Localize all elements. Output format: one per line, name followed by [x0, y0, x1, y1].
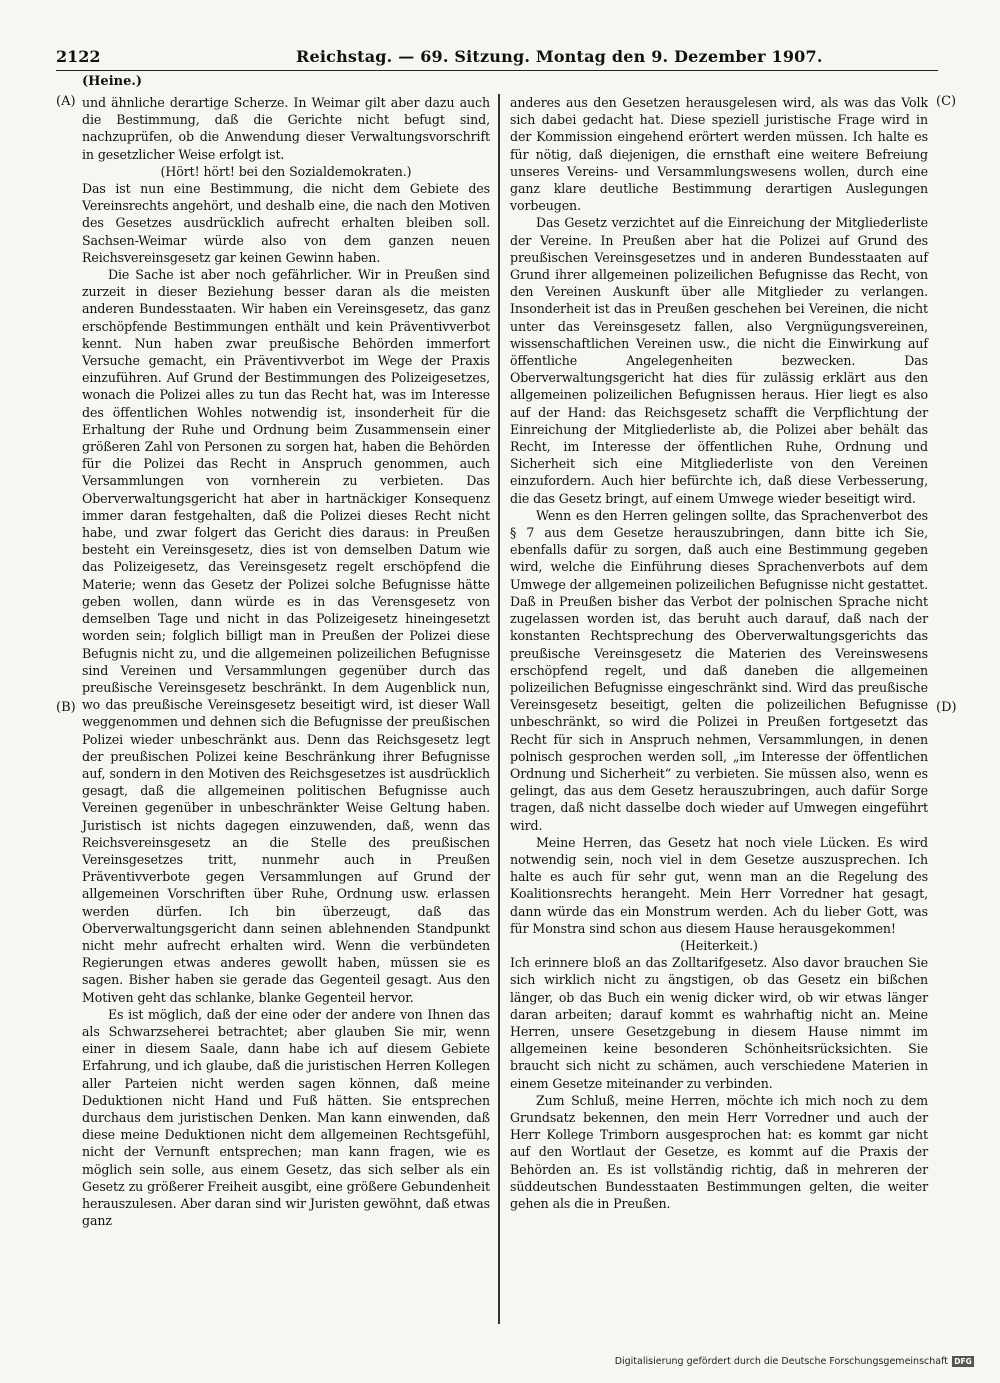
margin-marker-a: (A) — [56, 94, 76, 109]
page-header — [56, 46, 938, 71]
speaker-label: (Heine.) — [82, 74, 143, 89]
interjection: (Heiterkeit.) — [680, 937, 758, 953]
credit-text: Digitalisierung gefördert durch die Deutsche Forschungsgemeinschaft — [614, 1356, 948, 1367]
paragraph: Zum Schluß, meine Herren, möchte ich mich noch zu dem Grundsatz bekennen, den mein Herr Vorredner und auch der Herr Kollege Trimborn ausgesprochen hat: es kommt gar nicht auf den Wortlaut der Gesetze, es kommt auf die Praxis der Behörden an. Es ist vollständig richtig, daß in mehreren der süddeutschen Bundesstaaten Bestimmungen gelten, die weiter gehen als die in Preußen. — [510, 1092, 928, 1211]
paragraph: Die Sache ist aber noch gefährlicher. Wir in Preußen sind zurzeit in dieser Beziehung besser daran als die meisten anderen Bundesstaaten. Wir haben ein Vereinsgesetz, das ganz erschöpfende Bestimmungen enthält und kein Präventivverbot kennt. Nun haben zwar preußische Behörden immerfort Versuche gemacht, ein Präventivverbot im Wege der Praxis einzuführen. Auf Grund der Bestimmungen des Polizeigesetzes, wonach die Polizei alles zu tun das Recht hat, was im Interesse des öffentlichen Wohles notwendig ist, insonderheit für die Erhaltung der Ruhe und Ordnung beim Zusammensein einer größeren Zahl von Personen zu sorgen hat, haben die Behörden für die Polizei das Recht in Anspruch genommen, auch Versammlungen von vornherein zu verbieten. Das Oberverwaltungsgericht hat aber in hartnäckiger Konsequenz immer daran festgehalten, daß die Polizei dieses Recht nicht habe, und zwar folgert das Gericht dies daraus: in Preußen besteht ein Vereinsgesetz, dies ist von demselben Datum wie das Polizeigesetz, das Vereinsgesetz regelt erschöpfend die Materie; wenn das Gesetz der Polizei solche Befugnisse hätte geben wollen, dann würde es in das Verensgesetz von demselben Tage und nicht in das Polizeigesetz hineingesetzt worden sein; folglich billigt man in Preußen der Polizei diese Befugnis nicht zu, und die allgemeinen polizeilichen Befugnisse sind Vereinen und Versammlungen gegenüber durch das preußische Vereinsgesetz beschränkt. In dem Augenblick nun, wo das preußische Vereinsgesetz beseitigt wird, ist dieser Wall weggenommen und dehnen sich die Befugnisse der preußischen Polizei wieder unbeschränkt aus. Denn das Reichsgesetz legt der preußischen Polizei keine Beschränkung ihrer Befugnisse auf, sondern in den Motiven des Reichsgesetzes ist ausdrücklich gesagt, daß die allgemeinen politischen Befugnisse auch Vereinen gegenüber in unbeschränkter Weise Geltung haben. Juristisch ist nichts dagegen einzuwenden, daß, wenn das Reichsvereinsgesetz an die Stelle des preußischen Vereinsgesetzes tritt, nunmehr auch in Preußen Präventivverbote gegen Versammlungen auf Grund der allgemeinen Vorschriften über Ruhe, Ordnung usw. erlassen werden dürfen. Ich bin überzeugt, daß das Oberverwaltungsgericht dann seinen ablehnenden Standpunkt nicht mehr aufrecht erhalten wird. Wenn die verbündeten Regierungen etwas anderes gewollt haben, müssen sie es sagen. Bisher haben sie gerade das Gegenteil gesagt. Aus den Motiven geht das schlanke, blanke Gegenteil hervor. — [82, 267, 490, 1005]
paragraph: Das ist nun eine Bestimmung, die nicht dem Gebiete des Vereinsrechts angehört, und deshalb eine, die nach den Motiven des Gesetzes ausdrücklich aufrecht erhalten bleiben soll. Sachsen-Weimar würde also von dem ganzen neuen Reichsvereinsgesetz gar keinen Gewinn haben. — [82, 181, 490, 265]
margin-marker-c: (C) — [936, 94, 957, 109]
margin-marker-b: (B) — [56, 700, 76, 715]
paragraph: Es ist möglich, daß der eine oder der andere von Ihnen das als Schwarzseherei betrachtet; aber glauben Sie mir, wenn einer in diesem Saale, dann habe ich auf diesem Gebiete Erfahrung, und ich glaube, daß die juristischen Herren Kollegen aller Parteien nicht werden sagen können, daß meine Deduktionen nicht Hand und Fuß hätten. Sie entsprechen durchaus dem juristischen Denken. Man kann einwenden, daß diese meine Deduktionen nicht dem allgemeinen Rechtsgefühl, nicht der Vernunft entsprechen; man kann fragen, wie es möglich sein solle, aus einem Gesetz, das sich selber als ein Gesetz zu größerer Freiheit ausgibt, eine größere Gebundenheit herauszulesen. Aber daran sind wir Juristen gewöhnt, daß etwas ganz — [82, 1006, 490, 1229]
left-column — [82, 94, 490, 1229]
paragraph: und ähnliche derartige Scherze. In Weimar gilt aber dazu auch die Bestimmung, daß die Gerichte nicht befugt sind, nachzuprüfen, ob die Anwendung dieser Verwaltungsvorschrift in gesetzlicher Weise erfolgt ist. — [82, 95, 490, 162]
column-divider — [498, 94, 500, 1324]
running-head: Reichstag. — 69. Sitzung. Montag den 9. Dezember 1907. — [296, 47, 823, 66]
paragraph: Wenn es den Herren gelingen sollte, das Sprachenverbot des § 7 aus dem Gesetze herauszubringen, dann bitte ich Sie, ebenfalls dafür zu sorgen, daß auch eine Bestimmung gegeben wird, welche die Einführung dieses Sprachenverbots auf dem Umwege der allgemeinen polizeilichen Befugnisse nicht gestattet. Daß in Preußen bisher das Verbot der polnischen Sprache nicht zugelassen worden ist, das beruht auch darauf, daß nach der konstanten Rechtsprechung des Oberverwaltungsgerichts das preußische Vereinsgesetz die Materien des Vereinswesens erschöpfend regelt, und daß daneben die allgemeinen polizeilichen Befugnisse eingeschränkt sind. Wird das preußische Vereinsgesetz beseitigt, gelten die polizeilichen Befugnisse unbeschränkt, so wird die Polizei in Preußen fortgesetzt das Recht für sich in Anspruch nehmen, Versammlungen, in denen polnisch gesprochen werden soll, „im Interesse der öffentlichen Ordnung und Sicherheit“ zu verbieten. Sie müssen also, wenn es gelingt, das aus dem Gesetz herauszubringen, auch dafür Sorge tragen, daß nicht dasselbe doch wieder auf Umwegen eingeführt wird. — [510, 507, 928, 833]
paragraph: Ich erinnere bloß an das Zolltarifgesetz. Also davor brauchen Sie sich wirklich nicht zu ängstigen, ob das Gesetz ein bißchen länger, ob das Buch ein wenig dicker wird, ob wir etwas länger daran arbeiten; darauf kommt es wahrhaftig nicht an. Meine Herren, unsere Gesetzgebung in diesem Hause nimmt im allgemeinen keine besonderen Schönheitsrücksichten. Sie braucht sich nicht zu schämen, auch verschiedene Materien in einem Gesetze miteinander zu verbinden. — [510, 955, 928, 1091]
digitization-credit — [615, 1356, 974, 1367]
paragraph: anderes aus den Gesetzen herausgelesen wird, als was das Volk sich dabei gedacht hat. Diese speziell juristische Frage wird in der Kommission eingehend erörtert werden müssen. Ich halte es für nötig, daß diejenigen, die ernsthaft eine weitere Befreiung unseres Vereins- und Versammlungswesens wollen, durch eine ganz klare deutliche Bestimmung derartigen Auslegungen vorbeugen. — [510, 95, 928, 214]
page-number: 2122 — [56, 47, 101, 66]
dfg-logo-icon: DFG — [952, 1356, 974, 1367]
margin-marker-d: (D) — [936, 700, 957, 715]
paragraph: Das Gesetz verzichtet auf die Einreichung der Mitgliederliste der Vereine. In Preußen aber hat die Polizei auf Grund des preußischen Vereinsgesetzes und in anderen Bundesstaaten auf Grund ihrer allgemeinen polizeilichen Befugnisse das Recht, von den Vereinen Auskunft über alle Mitglieder zu verlangen. Insonderheit ist das in Preußen geschehen bei Vereinen, die nicht unter das Vereinsgesetz fallen, also Vergnügungsvereinen, wissenschaftlichen Vereinen usw., die nicht die Einwirkung auf öffentliche Angelegenheiten bezwecken. Das Oberverwaltungsgericht hat dies für zulässig erklärt aus den allgemeinen polizeilichen Befugnissen heraus. Hier liegt es also auf der Hand: das Reichsgesetz schafft die Verpflichtung der Einreichung der Mitgliederliste ab, die Polizei aber behält das Recht, im Interesse der öffentlichen Ruhe, Ordnung und Sicherheit sich eine Mitgliederliste von den Vereinen einzufordern. Auch hier befürchte ich, daß diese Verbesserung, die das Gesetz bringt, auf einem Umwege wieder beseitigt wird. — [510, 215, 928, 506]
right-column — [510, 94, 928, 1212]
paragraph: Meine Herren, das Gesetz hat noch viele Lücken. Es wird notwendig sein, noch viel in dem Gesetze auszusprechen. Ich halte es auch für sehr gut, wenn man an die Regelung des Koalitionsrechts herangeht. Mein Herr Vorredner hat gesagt, dann würde das ein Monstrum werden. Ach du lieber Gott, was für Monstra sind schon aus diesem Hause herausgekommen! — [510, 834, 928, 936]
interjection: (Hört! hört! bei den Sozialdemokraten.) — [160, 163, 412, 179]
